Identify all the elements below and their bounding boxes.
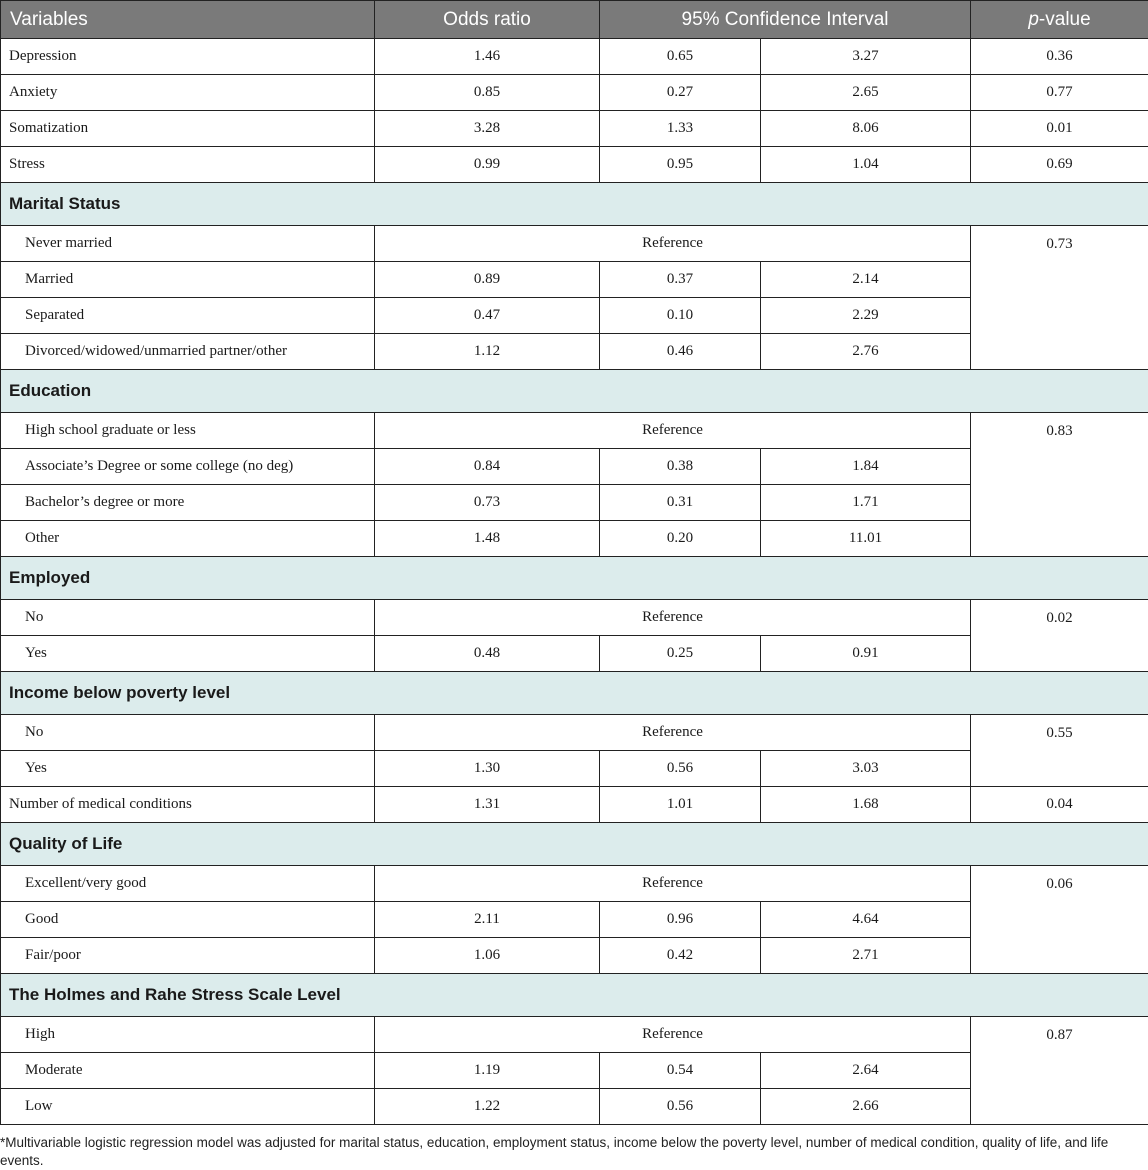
odds-ratio: 0.89 xyxy=(375,262,600,298)
ci-upper: 3.27 xyxy=(761,39,971,75)
table-row xyxy=(1,111,1148,147)
section-header-row xyxy=(1,370,1148,413)
header-variables: Variables xyxy=(1,1,375,39)
odds-ratio: 1.06 xyxy=(375,938,600,974)
odds-ratio: 0.48 xyxy=(375,636,600,672)
odds-ratio: 0.73 xyxy=(375,485,600,521)
section-title-quality-of-life: Quality of Life xyxy=(1,823,1148,866)
ci-lower: 0.56 xyxy=(600,751,761,787)
row-label: Married xyxy=(1,262,375,298)
row-label: Associate’s Degree or some college (no deg) xyxy=(1,449,375,485)
section-header-row xyxy=(1,823,1148,866)
p-value: 0.77 xyxy=(971,75,1148,111)
header-p-italic: p xyxy=(1028,8,1039,30)
odds-ratio: 0.99 xyxy=(375,147,600,183)
ci-lower: 0.20 xyxy=(600,521,761,557)
header-p-rest: -value xyxy=(1038,8,1091,30)
odds-ratio: 1.31 xyxy=(375,787,600,823)
reference-cell: Reference xyxy=(375,226,971,262)
ci-upper: 1.84 xyxy=(761,449,971,485)
row-label: Yes xyxy=(1,751,375,787)
header-p-value xyxy=(971,1,1148,39)
row-label: No xyxy=(1,600,375,636)
ci-upper: 2.66 xyxy=(761,1089,971,1125)
row-label: Number of medical conditions xyxy=(1,787,375,823)
section-header-row xyxy=(1,183,1148,226)
ci-upper: 2.71 xyxy=(761,938,971,974)
p-value: 0.04 xyxy=(971,787,1148,823)
odds-ratio: 1.48 xyxy=(375,521,600,557)
section-title-income: Income below poverty level xyxy=(1,672,1148,715)
reference-cell: Reference xyxy=(375,715,971,751)
odds-ratio: 0.85 xyxy=(375,75,600,111)
odds-ratio: 1.30 xyxy=(375,751,600,787)
ci-lower: 0.65 xyxy=(600,39,761,75)
odds-ratio: 1.22 xyxy=(375,1089,600,1125)
odds-ratio: 2.11 xyxy=(375,902,600,938)
ci-lower: 1.01 xyxy=(600,787,761,823)
table-row xyxy=(1,226,1148,262)
section-title-education: Education xyxy=(1,370,1148,413)
header-confidence-interval: 95% Confidence Interval xyxy=(600,1,971,39)
row-label: Separated xyxy=(1,298,375,334)
ci-lower: 0.25 xyxy=(600,636,761,672)
p-value: 0.87 xyxy=(971,1017,1148,1125)
odds-ratio: 1.19 xyxy=(375,1053,600,1089)
ci-upper: 1.71 xyxy=(761,485,971,521)
ci-lower: 0.56 xyxy=(600,1089,761,1125)
odds-ratio: 0.84 xyxy=(375,449,600,485)
ci-lower: 0.54 xyxy=(600,1053,761,1089)
ci-lower: 0.37 xyxy=(600,262,761,298)
ci-lower: 1.33 xyxy=(600,111,761,147)
row-label: High xyxy=(1,1017,375,1053)
ci-lower: 0.27 xyxy=(600,75,761,111)
reference-cell: Reference xyxy=(375,1017,971,1053)
section-title-holmes-rahe: The Holmes and Rahe Stress Scale Level xyxy=(1,974,1148,1017)
row-label: Yes xyxy=(1,636,375,672)
ci-upper: 2.76 xyxy=(761,334,971,370)
ci-upper: 2.29 xyxy=(761,298,971,334)
ci-upper: 2.64 xyxy=(761,1053,971,1089)
table-row xyxy=(1,413,1148,449)
p-value: 0.36 xyxy=(971,39,1148,75)
ci-lower: 0.96 xyxy=(600,902,761,938)
table-row xyxy=(1,39,1148,75)
reference-cell: Reference xyxy=(375,866,971,902)
ci-upper: 1.04 xyxy=(761,147,971,183)
p-value: 0.06 xyxy=(971,866,1148,974)
section-header-row xyxy=(1,974,1148,1017)
ci-upper: 2.14 xyxy=(761,262,971,298)
row-label: Good xyxy=(1,902,375,938)
odds-ratio: 1.12 xyxy=(375,334,600,370)
row-label: Excellent/very good xyxy=(1,866,375,902)
ci-lower: 0.95 xyxy=(600,147,761,183)
table-row xyxy=(1,715,1148,751)
p-value: 0.55 xyxy=(971,715,1148,787)
ci-lower: 0.46 xyxy=(600,334,761,370)
table-footnote: *Multivariable logistic regression model was adjusted for marital status, education, employment status, income below the poverty level, number of medical condition, quality of life, and life events. xyxy=(0,1135,1109,1168)
row-label: Stress xyxy=(1,147,375,183)
p-value: 0.01 xyxy=(971,111,1148,147)
section-header-row xyxy=(1,672,1148,715)
section-title-marital: Marital Status xyxy=(1,183,1148,226)
p-value: 0.69 xyxy=(971,147,1148,183)
row-label: Bachelor’s degree or more xyxy=(1,485,375,521)
table-row xyxy=(1,75,1148,111)
row-label: Somatization xyxy=(1,111,375,147)
odds-ratio: 3.28 xyxy=(375,111,600,147)
table-row xyxy=(1,1017,1148,1053)
row-label: Moderate xyxy=(1,1053,375,1089)
row-label: Other xyxy=(1,521,375,557)
ci-upper: 1.68 xyxy=(761,787,971,823)
table-row xyxy=(1,866,1148,902)
odds-ratio: 1.46 xyxy=(375,39,600,75)
ci-upper: 11.01 xyxy=(761,521,971,557)
ci-lower: 0.38 xyxy=(600,449,761,485)
table-row xyxy=(1,147,1148,183)
p-value: 0.73 xyxy=(971,226,1148,370)
row-label: Fair/poor xyxy=(1,938,375,974)
row-label: Low xyxy=(1,1089,375,1125)
ci-upper: 3.03 xyxy=(761,751,971,787)
row-label: Divorced/widowed/unmarried partner/other xyxy=(1,334,375,370)
row-label: Depression xyxy=(1,39,375,75)
row-label: No xyxy=(1,715,375,751)
p-value: 0.83 xyxy=(971,413,1148,557)
ci-upper: 0.91 xyxy=(761,636,971,672)
table-row xyxy=(1,600,1148,636)
ci-lower: 0.31 xyxy=(600,485,761,521)
ci-lower: 0.42 xyxy=(600,938,761,974)
ci-upper: 4.64 xyxy=(761,902,971,938)
ci-upper: 2.65 xyxy=(761,75,971,111)
section-header-row xyxy=(1,557,1148,600)
reference-cell: Reference xyxy=(375,600,971,636)
reference-cell: Reference xyxy=(375,413,971,449)
section-title-employed: Employed xyxy=(1,557,1148,600)
ci-lower: 0.10 xyxy=(600,298,761,334)
row-label: Anxiety xyxy=(1,75,375,111)
header-row xyxy=(1,1,1148,39)
row-label: High school graduate or less xyxy=(1,413,375,449)
odds-ratio: 0.47 xyxy=(375,298,600,334)
row-label: Never married xyxy=(1,226,375,262)
header-odds-ratio: Odds ratio xyxy=(375,1,600,39)
ci-upper: 8.06 xyxy=(761,111,971,147)
p-value: 0.02 xyxy=(971,600,1148,672)
table-row xyxy=(1,787,1148,823)
